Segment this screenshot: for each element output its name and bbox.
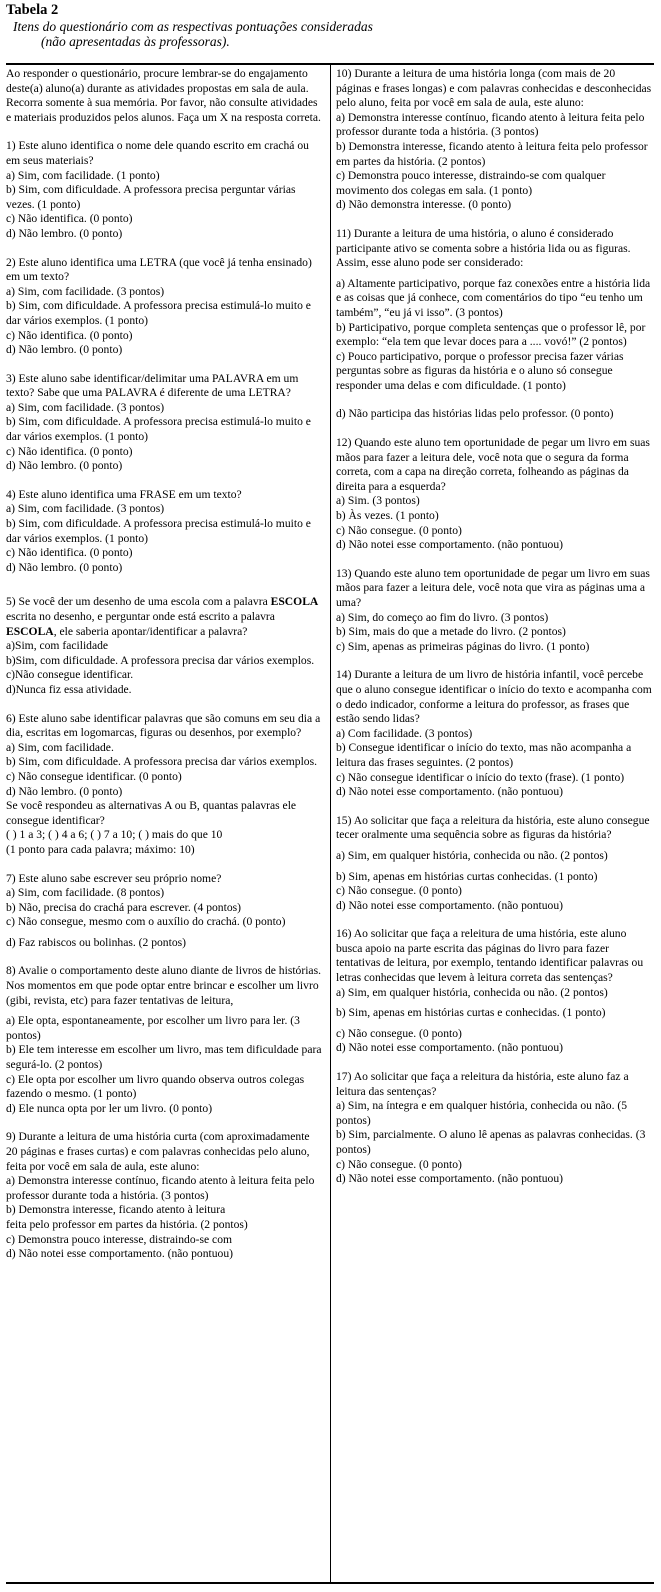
question-3: 3) Este aluno sabe identificar/delimitar uma PALAVRA em um texto? Sabe que uma PALAVRA é diferente de uma LETRA?	[6, 371, 299, 400]
question-6: 6) Este aluno sabe identificar palavras que são comuns em seu dia a dia, escritas em logomarcas, figuras ou desenhos, por exemplo?	[6, 711, 321, 740]
table-subtitle-line1: Itens do questionário com as respectivas pontuações consideradas	[13, 19, 373, 34]
q3-option-b: b) Sim, com dificuldade. A professora precisa estimulá-lo muito e dar vários exemplos. (1 ponto)	[6, 415, 311, 444]
question-16: 16) Ao solicitar que faça a releitura de uma história, este aluno busca apoio na parte escrita das páginas do livro para fazer tentativas de leitura, por exemplo, tentando identificar palavras ou letras conhecidas que levem à leitura correta das sentenças?	[336, 927, 644, 985]
q12-option-b: b) Às vezes. (1 ponto)	[336, 509, 439, 523]
question-15: 15) Ao solicitar que faça a releitura da história, este aluno consegue tecer oralmente uma sequência sobre as figuras da história?	[336, 813, 650, 842]
q5-option-d: d)Nunca fiz essa atividade.	[6, 682, 132, 696]
q11-option-b: b) Participativo, porque completa sentenças que o professor lê, por exemplo: “ela tem que levar doces para a .... vovó!” (2 pontos)	[336, 320, 646, 349]
q17-option-b: b) Sim, parcialmente. O aluno lê apenas as palavras conhecidas. (3 pontos)	[336, 1128, 646, 1156]
q5-option-a: a)Sim, com facilidade	[6, 639, 109, 653]
q17-option-d: d) Não notei esse comportamento. (não pontuou)	[336, 1172, 563, 1186]
q8-option-d: d) Ele nunca opta por ler um livro. (0 ponto)	[6, 1101, 213, 1115]
q4-option-d: d) Não lembro. (0 ponto)	[6, 560, 123, 574]
intro-text: Ao responder o questionário, procure lembrar-se do engajamento deste(a) aluno(a) durante as atividades propostas em sala de aula. Recorra somente à sua memória. Por favor, não consulte atividades e materiais produzidos pelos alunos. Faça um X na resposta correta.	[6, 67, 321, 124]
q2-option-a: a) Sim, com facilidade. (3 pontos)	[6, 284, 165, 298]
q14-option-d: d) Não notei esse comportamento. (não pontuou)	[336, 785, 563, 799]
column-divider	[330, 65, 331, 1582]
question-14: 14) Durante a leitura de um livro de história infantil, você percebe que o aluno consegue identificar o início do texto e acompanha com o dedo indicador, conforme a leitura do professor, as frases que estão sendo lidas?	[336, 668, 652, 726]
q9-option-c: c) Demonstra pouco interesse, distraindo-se com	[6, 1232, 233, 1246]
q5-keyword-2: ESCOLA	[6, 624, 54, 638]
q16-option-c: c) Não consegue. (0 ponto)	[336, 1026, 462, 1040]
q13-option-b: b) Sim, mais do que a metade do livro. (2 pontos)	[336, 625, 566, 639]
question-13: 13) Quando este aluno tem oportunidade de pegar um livro em suas mãos para fazer a leitura dele, você nota que vira as páginas uma a uma?	[336, 566, 650, 609]
q15-option-d: d) Não notei esse comportamento. (não pontuou)	[336, 898, 563, 912]
q6-option-a: a) Sim, com facilidade.	[6, 740, 114, 754]
q10-option-d: d) Não demonstra interesse. (0 ponto)	[336, 198, 512, 212]
q7-option-d: d) Faz rabiscos ou bolinhas. (2 pontos)	[6, 935, 186, 949]
q13-option-a: a) Sim, do começo ao fim do livro. (3 pontos)	[336, 610, 549, 624]
q1-option-d: d) Não lembro. (0 ponto)	[6, 226, 123, 240]
q6-ranges: ( ) 1 a 3; ( ) 4 a 6; ( ) 7 a 10; ( ) mais do que 10	[6, 828, 223, 842]
question-12: 12) Quando este aluno tem oportunidade de pegar um livro em suas mãos para fazer a leitura dele, você nota que o segura da forma correta, com a capa na direção correta, folheando as páginas da direita para a esquerda?	[336, 436, 650, 493]
question-2: 2) Este aluno identifica uma LETRA (que você já tenha ensinado) em um texto?	[6, 255, 312, 284]
q9-option-d: d) Não notei esse comportamento. (não pontuou)	[6, 1247, 233, 1261]
q6-option-c: c) Não consegue identificar. (0 ponto)	[6, 769, 182, 783]
q7-option-c: c) Não consegue, mesmo com o auxílio do crachá. (0 ponto)	[6, 915, 286, 929]
q16-option-b: b) Sim, apenas em histórias curtas e conhecidas. (1 ponto)	[336, 1006, 606, 1020]
right-column	[336, 67, 652, 1187]
question-9: 9) Durante a leitura de uma história curta (com aproximadamente 20 páginas e frases curtas) e com palavras conhecidas pelo aluno, feita por você em sala de aula, este aluno:	[6, 1130, 310, 1173]
q16-option-d: d) Não notei esse comportamento. (não pontuou)	[336, 1041, 563, 1055]
q5-option-b: b)Sim, com dificuldade. A professora precisa dar vários exemplos.	[6, 653, 315, 667]
left-column	[6, 67, 322, 1262]
q17-option-a: a) Sim, na íntegra e em qualquer história, conhecida ou não. (5 pontos)	[336, 1099, 628, 1127]
q17-option-c: c) Não consegue. (0 ponto)	[336, 1157, 462, 1171]
q1-option-c: c) Não identifica. (0 ponto)	[6, 212, 133, 226]
q11-option-a: a) Altamente participativo, porque faz conexões entre a história lida e as coisas que já conhece, com comentários do tipo “eu tenho um também”, “eu já vi isso”. (3 pontos)	[336, 276, 651, 319]
table-title: Tabela 2	[6, 2, 59, 18]
q12-option-d: d) Não notei esse comportamento. (não pontuou)	[336, 538, 563, 552]
question-10: 10) Durante a leitura de uma história longa (com mais de 20 páginas e frases longas) e com palavras conhecidas e desconhecidas pelo aluno, feita por você em sala de aula, este aluno:	[336, 67, 652, 110]
question-5	[6, 595, 322, 639]
q9-option-b-cont: feita pelo professor em partes da história. (2 pontos)	[6, 1217, 248, 1231]
q8-option-c: c) Ele opta por escolher um livro quando observa outros colegas fazendo o mesmo. (1 ponto)	[6, 1072, 305, 1101]
q6-follow-up: Se você respondeu as alternativas A ou B, quantas palavras ele consegue identificar?	[6, 799, 297, 827]
q6-option-d: d) Não lembro. (0 ponto)	[6, 784, 123, 798]
question-8: 8) Avalie o comportamento deste aluno diante de livros de histórias. Nos momentos em que pode optar entre brincar e escolher um livro (gibi, revista, etc) para fazer tentativas de leitura,	[6, 964, 321, 1007]
question-7: 7) Este aluno sabe escrever seu próprio nome?	[6, 871, 222, 885]
q16-option-a: a) Sim, em qualquer história, conhecida ou não. (2 pontos)	[336, 985, 608, 999]
q15-option-b: b) Sim, apenas em histórias curtas conhecidas. (1 ponto)	[336, 869, 598, 883]
q11-option-d: d) Não participa das histórias lidas pelo professor. (0 ponto)	[336, 407, 614, 421]
q2-option-d: d) Não lembro. (0 ponto)	[6, 343, 123, 357]
question-11: 11) Durante a leitura de uma história, o aluno é considerado participante ativo se comenta sobre a história lida ou as figuras. Assim, esse aluno pode ser considerado:	[336, 226, 631, 270]
question-4: 4) Este aluno identifica uma FRASE em um texto?	[6, 487, 242, 501]
q14-option-c: c) Não consegue identificar o início do texto (frase). (1 ponto)	[336, 770, 625, 784]
q5-text-3: , ele saberia apontar/identificar a palavra?	[53, 624, 248, 638]
q10-option-b: b) Demonstra interesse, ficando atento à leitura feita pelo professor em partes da história. (2 pontos)	[336, 139, 648, 168]
q2-option-c: c) Não identifica. (0 ponto)	[6, 328, 133, 342]
q5-text-2: escrita no desenho, e perguntar onde está escrito a palavra	[6, 610, 275, 623]
q4-option-a: a) Sim, com facilidade. (3 pontos)	[6, 502, 165, 516]
q11-option-c: c) Pouco participativo, porque o professor precisa fazer várias perguntas sobre as figuras da história e o aluno só consegue responder uma delas e com dificuldade. (1 ponto)	[336, 349, 624, 392]
q13-option-c: c) Sim, apenas as primeiras páginas do livro. (1 ponto)	[336, 639, 590, 653]
question-1: 1) Este aluno identifica o nome dele quando escrito em crachá ou em seus materiais?	[6, 139, 309, 167]
q5-keyword-1: ESCOLA	[270, 595, 319, 609]
q3-option-c: c) Não identifica. (0 ponto)	[6, 444, 133, 458]
q4-option-b: b) Sim, com dificuldade. A professora precisa estimulá-lo muito e dar vários exemplos. (1 ponto)	[6, 517, 311, 545]
q3-option-a: a) Sim, com facilidade. (3 pontos)	[6, 400, 165, 414]
q6-scoring: (1 ponto para cada palavra; máximo: 10)	[6, 842, 195, 856]
q3-option-d: d) Não lembro. (0 ponto)	[6, 459, 123, 473]
q1-option-b: b) Sim, com dificuldade. A professora precisa perguntar várias vezes. (1 ponto)	[6, 183, 296, 211]
q4-option-c: c) Não identifica. (0 ponto)	[6, 546, 133, 560]
questionnaire-table	[6, 63, 654, 1584]
q12-option-c: c) Não consegue. (0 ponto)	[336, 523, 462, 537]
q2-option-b: b) Sim, com dificuldade. A professora precisa estimulá-lo muito e dar vários exemplos. (1 ponto)	[6, 299, 311, 327]
q8-option-b: b) Ele tem interesse em escolher um livro, mas tem dificuldade para segurá-lo. (2 pontos)	[6, 1043, 322, 1072]
q5-text-1: 5) Se você der um desenho de uma escola com a palavra	[6, 595, 271, 609]
q5-option-c: c)Não consegue identificar.	[6, 668, 134, 682]
table-subtitle-line2: (não apresentadas às professoras).	[41, 34, 230, 49]
q14-option-b: b) Consegue identificar o início do texto, mas não acompanha a leitura das frases seguintes. (2 pontos)	[336, 741, 632, 769]
q8-option-a: a) Ele opta, espontaneamente, por escolher um livro para ler. (3 pontos)	[6, 1014, 300, 1042]
q15-option-c: c) Não consegue. (0 ponto)	[336, 884, 462, 898]
q1-option-a: a) Sim, com facilidade. (1 ponto)	[6, 168, 160, 182]
q12-option-a: a) Sim. (3 pontos)	[336, 494, 420, 508]
q9-option-b: b) Demonstra interesse, ficando atento à leitura	[6, 1203, 226, 1217]
q15-option-a: a) Sim, em qualquer história, conhecida ou não. (2 pontos)	[336, 848, 608, 862]
q10-option-c: c) Demonstra pouco interesse, distraindo-se com qualquer movimento dos colegas em sala. (1 ponto)	[336, 169, 606, 197]
question-17: 17) Ao solicitar que faça a releitura da história, este aluno faz a leitura das sentenças?	[336, 1070, 629, 1098]
q9-option-a: a) Demonstra interesse contínuo, ficando atento à leitura feita pelo professor durante toda a história. (3 pontos)	[6, 1174, 315, 1202]
q10-option-a: a) Demonstra interesse contínuo, ficando atento à leitura feita pelo professor durante toda a história. (3 pontos)	[336, 110, 645, 139]
q7-option-a: a) Sim, com facilidade. (8 pontos)	[6, 886, 165, 900]
q7-option-b: b) Não, precisa do crachá para escrever. (4 pontos)	[6, 900, 241, 914]
q14-option-a: a) Com facilidade. (3 pontos)	[336, 726, 473, 740]
q6-option-b: b) Sim, com dificuldade. A professora precisa dar vários exemplos.	[6, 755, 318, 769]
